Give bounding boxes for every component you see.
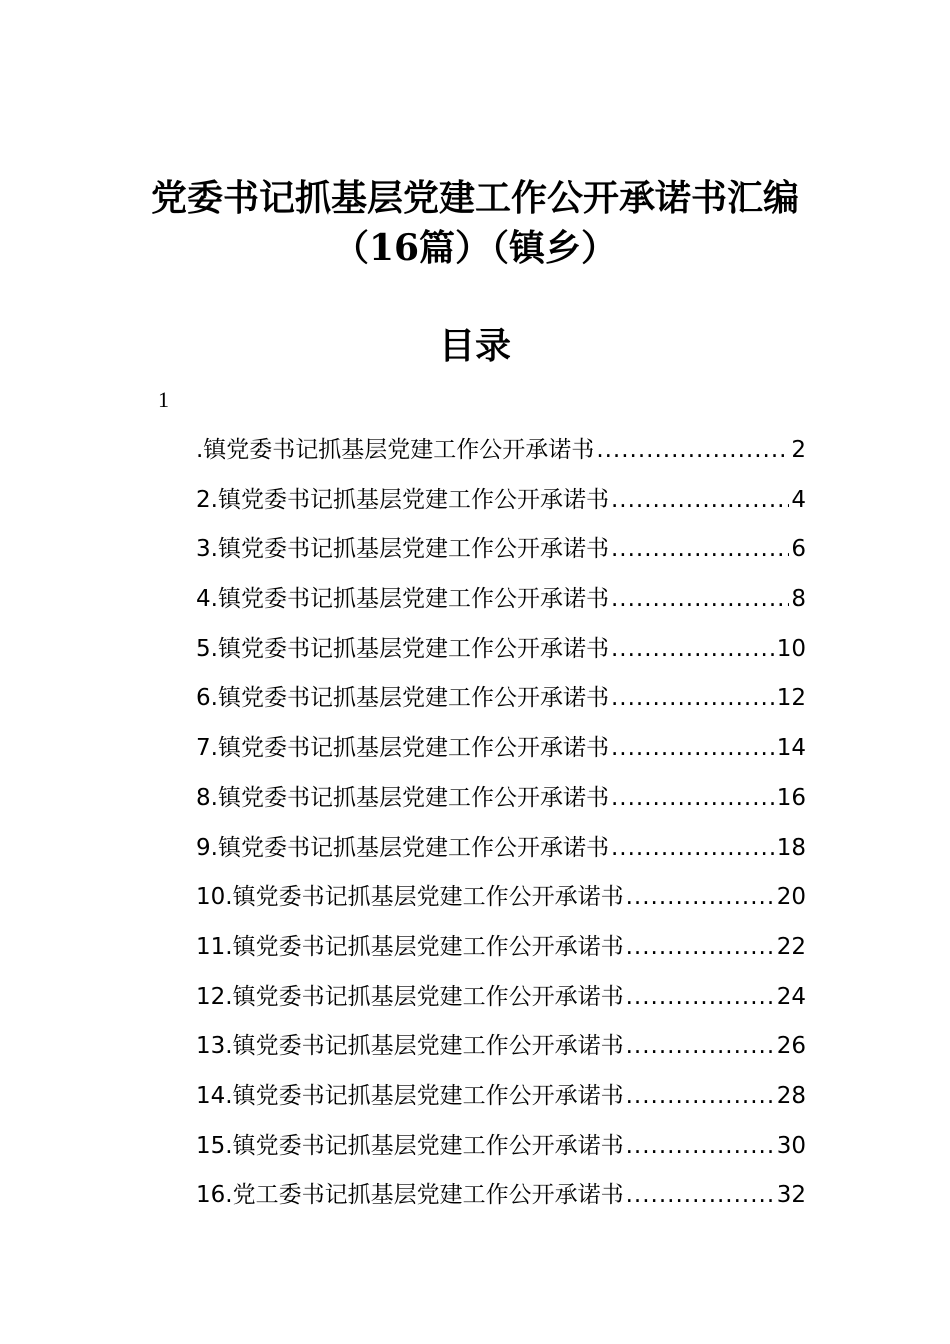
- toc-leader: [611, 579, 789, 619]
- toc-item-label: 13.镇党委书记抓基层党建工作公开承诺书: [196, 1033, 624, 1060]
- stray-number: 1: [158, 387, 169, 412]
- toc-item[interactable]: [196, 778, 806, 828]
- toc-leader: [626, 1026, 775, 1066]
- toc-item-page: 10: [776, 635, 806, 662]
- toc-heading: 目录: [438, 325, 511, 367]
- toc-list: [196, 430, 806, 1225]
- toc-item[interactable]: [196, 828, 806, 878]
- toc-leader: [626, 1126, 775, 1166]
- document-subtitle: （16篇）（镇乡）: [332, 227, 618, 269]
- toc-item[interactable]: [196, 678, 806, 728]
- toc-item-label: 5.镇党委书记抓基层党建工作公开承诺书: [196, 635, 609, 662]
- toc-leader: [626, 1076, 775, 1116]
- toc-item-page: 12: [776, 685, 806, 712]
- toc-item[interactable]: [196, 877, 806, 927]
- toc-item[interactable]: [196, 927, 806, 977]
- toc-item-label: 7.镇党委书记抓基层党建工作公开承诺书: [196, 735, 609, 762]
- toc-item-label: 8.镇党委书记抓基层党建工作公开承诺书: [196, 784, 609, 811]
- toc-item-page: 32: [776, 1182, 806, 1209]
- toc-item-label: 14.镇党委书记抓基层党建工作公开承诺书: [196, 1082, 624, 1109]
- toc-item-label: .镇党委书记抓基层党建工作公开承诺书: [196, 437, 595, 463]
- toc-item[interactable]: [196, 1175, 806, 1225]
- toc-item-page: 20: [776, 884, 806, 911]
- toc-item[interactable]: [196, 1126, 806, 1176]
- toc-item-page: 26: [776, 1033, 806, 1060]
- toc-item-page: 2: [791, 437, 806, 463]
- toc-leader: [611, 529, 789, 569]
- toc-item-label: 10.镇党委书记抓基层党建工作公开承诺书: [196, 884, 624, 911]
- toc-item-label: 16.党工委书记抓基层党建工作公开承诺书: [196, 1182, 624, 1209]
- toc-item-label: 2.镇党委书记抓基层党建工作公开承诺书: [196, 486, 609, 513]
- toc-leader: [611, 828, 775, 868]
- toc-item-page: 4: [791, 486, 806, 513]
- toc-item-page: 24: [776, 983, 806, 1010]
- document-title: 党委书记抓基层党建工作公开承诺书汇编: [150, 177, 799, 219]
- toc-item-page: 18: [776, 834, 806, 861]
- toc-item[interactable]: [196, 480, 806, 530]
- toc-item-label: 3.镇党委书记抓基层党建工作公开承诺书: [196, 536, 609, 563]
- toc-item-label: 11.镇党委书记抓基层党建工作公开承诺书: [196, 933, 624, 960]
- toc-item[interactable]: [196, 728, 806, 778]
- toc-item-page: 30: [776, 1132, 806, 1159]
- toc-item-page: 6: [791, 536, 806, 563]
- toc-leader: [611, 629, 775, 669]
- toc-item-label: 15.镇党委书记抓基层党建工作公开承诺书: [196, 1132, 624, 1159]
- toc-item-label: 12.镇党委书记抓基层党建工作公开承诺书: [196, 983, 624, 1010]
- toc-leader: [611, 678, 775, 718]
- toc-item-page: 16: [776, 784, 806, 811]
- toc-leader: [626, 1175, 775, 1215]
- toc-item-label: 6.镇党委书记抓基层党建工作公开承诺书: [196, 685, 609, 712]
- toc-item-page: 14: [776, 735, 806, 762]
- toc-item[interactable]: [196, 629, 806, 679]
- toc-item[interactable]: [196, 1026, 806, 1076]
- toc-leader: [626, 927, 775, 967]
- toc-item[interactable]: [196, 430, 806, 480]
- toc-item[interactable]: [196, 529, 806, 579]
- toc-item[interactable]: [196, 579, 806, 629]
- toc-item-label: 4.镇党委书记抓基层党建工作公开承诺书: [196, 586, 609, 613]
- toc-item-page: 22: [776, 933, 806, 960]
- toc-leader: [611, 728, 775, 768]
- toc-leader: [596, 430, 789, 470]
- toc-item-label: 9.镇党委书记抓基层党建工作公开承诺书: [196, 834, 609, 861]
- toc-leader: [626, 877, 775, 917]
- toc-item[interactable]: [196, 977, 806, 1027]
- toc-leader: [611, 480, 789, 520]
- toc-item[interactable]: [196, 1076, 806, 1126]
- toc-leader: [626, 977, 775, 1017]
- toc-item-page: 28: [776, 1082, 806, 1109]
- toc-leader: [611, 778, 775, 818]
- toc-item-page: 8: [791, 586, 806, 613]
